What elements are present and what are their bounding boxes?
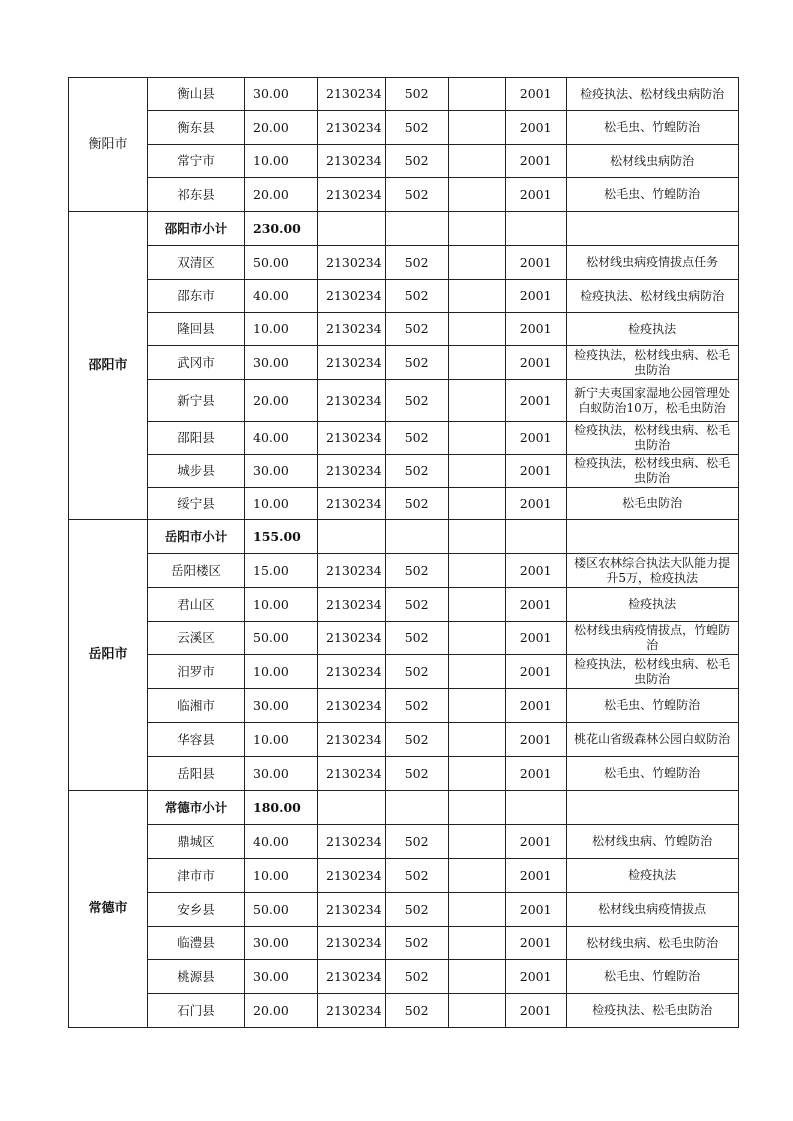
function-code-cell: 2130234 bbox=[318, 313, 386, 346]
function-code-cell: 2130234 bbox=[318, 723, 386, 757]
purpose-cell: 检疫执法 bbox=[566, 859, 738, 893]
blank-cell bbox=[448, 655, 505, 689]
table-row bbox=[69, 422, 739, 455]
amount-cell: 30.00 bbox=[245, 960, 318, 994]
amount-cell: 40.00 bbox=[245, 422, 318, 455]
empty-cell bbox=[566, 520, 738, 554]
purpose-cell: 松毛虫防治 bbox=[566, 488, 738, 520]
economic-code-cell: 502 bbox=[385, 757, 448, 791]
year-code-cell: 2001 bbox=[505, 111, 566, 145]
county-cell: 岳阳县 bbox=[148, 757, 245, 791]
economic-code-cell: 502 bbox=[385, 346, 448, 380]
county-cell: 新宁县 bbox=[148, 380, 245, 422]
amount-cell: 20.00 bbox=[245, 380, 318, 422]
blank-cell bbox=[448, 927, 505, 960]
economic-code-cell: 502 bbox=[385, 960, 448, 994]
purpose-cell: 检疫执法、松材线虫病防治 bbox=[566, 78, 738, 111]
table-row bbox=[69, 723, 739, 757]
function-code-cell: 2130234 bbox=[318, 488, 386, 520]
blank-cell bbox=[448, 380, 505, 422]
purpose-cell: 松材线虫病疫情拔点任务 bbox=[566, 246, 738, 280]
economic-code-cell: 502 bbox=[385, 588, 448, 622]
economic-code-cell: 502 bbox=[385, 554, 448, 588]
blank-cell bbox=[448, 346, 505, 380]
empty-cell bbox=[448, 520, 505, 554]
function-code-cell: 2130234 bbox=[318, 111, 386, 145]
amount-cell: 20.00 bbox=[245, 178, 318, 212]
table-row bbox=[69, 994, 739, 1028]
blank-cell bbox=[448, 554, 505, 588]
function-code-cell: 2130234 bbox=[318, 78, 386, 111]
county-cell: 津市市 bbox=[148, 859, 245, 893]
table-row bbox=[69, 280, 739, 313]
amount-cell: 20.00 bbox=[245, 994, 318, 1028]
amount-cell: 20.00 bbox=[245, 111, 318, 145]
economic-code-cell: 502 bbox=[385, 145, 448, 178]
function-code-cell: 2130234 bbox=[318, 655, 386, 689]
purpose-cell: 桃花山省级森林公园白蚁防治 bbox=[566, 723, 738, 757]
table-row bbox=[69, 111, 739, 145]
purpose-cell: 松材线虫病防治 bbox=[566, 145, 738, 178]
year-code-cell: 2001 bbox=[505, 960, 566, 994]
city-name-cell: 邵阳市 bbox=[69, 212, 148, 520]
purpose-cell: 松材线虫病疫情拔点 bbox=[566, 893, 738, 927]
table-row bbox=[69, 488, 739, 520]
purpose-cell: 新宁夫夷国家湿地公园管理处白蚁防治10万，松毛虫防治 bbox=[566, 380, 738, 422]
empty-cell bbox=[385, 520, 448, 554]
county-cell: 常宁市 bbox=[148, 145, 245, 178]
economic-code-cell: 502 bbox=[385, 689, 448, 723]
purpose-cell: 松毛虫、竹蝗防治 bbox=[566, 757, 738, 791]
blank-cell bbox=[448, 859, 505, 893]
year-code-cell: 2001 bbox=[505, 455, 566, 488]
economic-code-cell: 502 bbox=[385, 313, 448, 346]
empty-cell bbox=[566, 791, 738, 825]
year-code-cell: 2001 bbox=[505, 825, 566, 859]
amount-cell: 10.00 bbox=[245, 145, 318, 178]
county-cell: 云溪区 bbox=[148, 622, 245, 655]
economic-code-cell: 502 bbox=[385, 622, 448, 655]
year-code-cell: 2001 bbox=[505, 78, 566, 111]
economic-code-cell: 502 bbox=[385, 280, 448, 313]
subtotal-row bbox=[69, 212, 739, 246]
purpose-cell: 松材线虫病、竹蝗防治 bbox=[566, 825, 738, 859]
empty-cell bbox=[318, 212, 386, 246]
county-cell: 汨罗市 bbox=[148, 655, 245, 689]
city-name-cell: 常德市 bbox=[69, 791, 148, 1028]
purpose-cell: 松材线虫病、松毛虫防治 bbox=[566, 927, 738, 960]
table-row bbox=[69, 78, 739, 111]
function-code-cell: 2130234 bbox=[318, 422, 386, 455]
economic-code-cell: 502 bbox=[385, 178, 448, 212]
amount-cell: 30.00 bbox=[245, 455, 318, 488]
function-code-cell: 2130234 bbox=[318, 346, 386, 380]
year-code-cell: 2001 bbox=[505, 893, 566, 927]
year-code-cell: 2001 bbox=[505, 313, 566, 346]
amount-cell: 40.00 bbox=[245, 825, 318, 859]
subtotal-amount: 155.00 bbox=[245, 520, 318, 554]
purpose-cell: 楼区农林综合执法大队能力提升5万，检疫执法 bbox=[566, 554, 738, 588]
county-cell: 临湘市 bbox=[148, 689, 245, 723]
empty-cell bbox=[318, 520, 386, 554]
purpose-cell: 检疫执法，松材线虫病、松毛虫防治 bbox=[566, 655, 738, 689]
purpose-cell: 松材线虫病疫情拔点，竹蝗防治 bbox=[566, 622, 738, 655]
economic-code-cell: 502 bbox=[385, 893, 448, 927]
table-row bbox=[69, 622, 739, 655]
empty-cell bbox=[448, 791, 505, 825]
empty-cell bbox=[505, 791, 566, 825]
year-code-cell: 2001 bbox=[505, 927, 566, 960]
economic-code-cell: 502 bbox=[385, 488, 448, 520]
blank-cell bbox=[448, 960, 505, 994]
subtotal-label: 岳阳市小计 bbox=[148, 520, 245, 554]
year-code-cell: 2001 bbox=[505, 145, 566, 178]
county-cell: 衡东县 bbox=[148, 111, 245, 145]
purpose-cell: 检疫执法 bbox=[566, 313, 738, 346]
amount-cell: 50.00 bbox=[245, 246, 318, 280]
year-code-cell: 2001 bbox=[505, 689, 566, 723]
blank-cell bbox=[448, 455, 505, 488]
amount-cell: 10.00 bbox=[245, 588, 318, 622]
table-row bbox=[69, 313, 739, 346]
county-cell: 君山区 bbox=[148, 588, 245, 622]
blank-cell bbox=[448, 280, 505, 313]
purpose-cell: 检疫执法 bbox=[566, 588, 738, 622]
table-row bbox=[69, 380, 739, 422]
county-cell: 衡山县 bbox=[148, 78, 245, 111]
blank-cell bbox=[448, 994, 505, 1028]
allocation-table bbox=[68, 77, 739, 1028]
table-row bbox=[69, 455, 739, 488]
county-cell: 邵阳县 bbox=[148, 422, 245, 455]
purpose-cell: 松毛虫、竹蝗防治 bbox=[566, 689, 738, 723]
table-row bbox=[69, 689, 739, 723]
county-cell: 安乡县 bbox=[148, 893, 245, 927]
subtotal-amount: 230.00 bbox=[245, 212, 318, 246]
function-code-cell: 2130234 bbox=[318, 145, 386, 178]
purpose-cell: 检疫执法、松毛虫防治 bbox=[566, 994, 738, 1028]
county-cell: 邵东市 bbox=[148, 280, 245, 313]
economic-code-cell: 502 bbox=[385, 994, 448, 1028]
table-row bbox=[69, 178, 739, 212]
table-body bbox=[69, 78, 739, 1028]
function-code-cell: 2130234 bbox=[318, 757, 386, 791]
amount-cell: 10.00 bbox=[245, 655, 318, 689]
economic-code-cell: 502 bbox=[385, 422, 448, 455]
year-code-cell: 2001 bbox=[505, 859, 566, 893]
county-cell: 临澧县 bbox=[148, 927, 245, 960]
empty-cell bbox=[505, 212, 566, 246]
economic-code-cell: 502 bbox=[385, 78, 448, 111]
table-row bbox=[69, 757, 739, 791]
blank-cell bbox=[448, 313, 505, 346]
function-code-cell: 2130234 bbox=[318, 380, 386, 422]
year-code-cell: 2001 bbox=[505, 246, 566, 280]
economic-code-cell: 502 bbox=[385, 455, 448, 488]
year-code-cell: 2001 bbox=[505, 622, 566, 655]
blank-cell bbox=[448, 689, 505, 723]
empty-cell bbox=[448, 212, 505, 246]
subtotal-row bbox=[69, 791, 739, 825]
county-cell: 岳阳楼区 bbox=[148, 554, 245, 588]
blank-cell bbox=[448, 111, 505, 145]
table-row bbox=[69, 893, 739, 927]
economic-code-cell: 502 bbox=[385, 859, 448, 893]
function-code-cell: 2130234 bbox=[318, 588, 386, 622]
amount-cell: 15.00 bbox=[245, 554, 318, 588]
year-code-cell: 2001 bbox=[505, 280, 566, 313]
county-cell: 石门县 bbox=[148, 994, 245, 1028]
blank-cell bbox=[448, 178, 505, 212]
table-row bbox=[69, 346, 739, 380]
economic-code-cell: 502 bbox=[385, 723, 448, 757]
table-row bbox=[69, 825, 739, 859]
economic-code-cell: 502 bbox=[385, 825, 448, 859]
amount-cell: 30.00 bbox=[245, 78, 318, 111]
amount-cell: 40.00 bbox=[245, 280, 318, 313]
amount-cell: 10.00 bbox=[245, 313, 318, 346]
empty-cell bbox=[505, 520, 566, 554]
blank-cell bbox=[448, 622, 505, 655]
table-row bbox=[69, 859, 739, 893]
amount-cell: 50.00 bbox=[245, 622, 318, 655]
table-row bbox=[69, 554, 739, 588]
subtotal-label: 邵阳市小计 bbox=[148, 212, 245, 246]
blank-cell bbox=[448, 893, 505, 927]
year-code-cell: 2001 bbox=[505, 422, 566, 455]
purpose-cell: 检疫执法，松材线虫病、松毛虫防治 bbox=[566, 455, 738, 488]
function-code-cell: 2130234 bbox=[318, 994, 386, 1028]
blank-cell bbox=[448, 825, 505, 859]
table-row bbox=[69, 960, 739, 994]
economic-code-cell: 502 bbox=[385, 927, 448, 960]
function-code-cell: 2130234 bbox=[318, 825, 386, 859]
purpose-cell: 松毛虫、竹蝗防治 bbox=[566, 178, 738, 212]
county-cell: 武冈市 bbox=[148, 346, 245, 380]
amount-cell: 50.00 bbox=[245, 893, 318, 927]
county-cell: 隆回县 bbox=[148, 313, 245, 346]
purpose-cell: 松毛虫、竹蝗防治 bbox=[566, 111, 738, 145]
function-code-cell: 2130234 bbox=[318, 859, 386, 893]
county-cell: 桃源县 bbox=[148, 960, 245, 994]
function-code-cell: 2130234 bbox=[318, 622, 386, 655]
blank-cell bbox=[448, 246, 505, 280]
purpose-cell: 松毛虫、竹蝗防治 bbox=[566, 960, 738, 994]
year-code-cell: 2001 bbox=[505, 723, 566, 757]
blank-cell bbox=[448, 757, 505, 791]
subtotal-row bbox=[69, 520, 739, 554]
function-code-cell: 2130234 bbox=[318, 927, 386, 960]
city-name-cell: 衡阳市 bbox=[69, 78, 148, 212]
year-code-cell: 2001 bbox=[505, 380, 566, 422]
amount-cell: 30.00 bbox=[245, 927, 318, 960]
amount-cell: 10.00 bbox=[245, 488, 318, 520]
economic-code-cell: 502 bbox=[385, 655, 448, 689]
function-code-cell: 2130234 bbox=[318, 893, 386, 927]
function-code-cell: 2130234 bbox=[318, 960, 386, 994]
year-code-cell: 2001 bbox=[505, 554, 566, 588]
county-cell: 城步县 bbox=[148, 455, 245, 488]
amount-cell: 10.00 bbox=[245, 859, 318, 893]
purpose-cell: 检疫执法，松材线虫病、松毛虫防治 bbox=[566, 346, 738, 380]
table-row bbox=[69, 588, 739, 622]
subtotal-amount: 180.00 bbox=[245, 791, 318, 825]
table-row bbox=[69, 145, 739, 178]
table-row bbox=[69, 246, 739, 280]
amount-cell: 30.00 bbox=[245, 689, 318, 723]
blank-cell bbox=[448, 588, 505, 622]
blank-cell bbox=[448, 78, 505, 111]
blank-cell bbox=[448, 145, 505, 178]
economic-code-cell: 502 bbox=[385, 111, 448, 145]
function-code-cell: 2130234 bbox=[318, 280, 386, 313]
blank-cell bbox=[448, 422, 505, 455]
empty-cell bbox=[385, 791, 448, 825]
function-code-cell: 2130234 bbox=[318, 689, 386, 723]
purpose-cell: 检疫执法，松材线虫病、松毛虫防治 bbox=[566, 422, 738, 455]
city-name-cell: 岳阳市 bbox=[69, 520, 148, 791]
function-code-cell: 2130234 bbox=[318, 178, 386, 212]
year-code-cell: 2001 bbox=[505, 488, 566, 520]
function-code-cell: 2130234 bbox=[318, 455, 386, 488]
year-code-cell: 2001 bbox=[505, 178, 566, 212]
empty-cell bbox=[566, 212, 738, 246]
county-cell: 祁东县 bbox=[148, 178, 245, 212]
purpose-cell: 检疫执法、松材线虫病防治 bbox=[566, 280, 738, 313]
function-code-cell: 2130234 bbox=[318, 246, 386, 280]
economic-code-cell: 502 bbox=[385, 380, 448, 422]
county-cell: 鼎城区 bbox=[148, 825, 245, 859]
economic-code-cell: 502 bbox=[385, 246, 448, 280]
county-cell: 华容县 bbox=[148, 723, 245, 757]
year-code-cell: 2001 bbox=[505, 346, 566, 380]
subtotal-label: 常德市小计 bbox=[148, 791, 245, 825]
amount-cell: 10.00 bbox=[245, 723, 318, 757]
year-code-cell: 2001 bbox=[505, 994, 566, 1028]
table-row bbox=[69, 927, 739, 960]
amount-cell: 30.00 bbox=[245, 346, 318, 380]
county-cell: 双清区 bbox=[148, 246, 245, 280]
county-cell: 绥宁县 bbox=[148, 488, 245, 520]
table-row bbox=[69, 655, 739, 689]
empty-cell bbox=[385, 212, 448, 246]
amount-cell: 30.00 bbox=[245, 757, 318, 791]
blank-cell bbox=[448, 723, 505, 757]
function-code-cell: 2130234 bbox=[318, 554, 386, 588]
year-code-cell: 2001 bbox=[505, 588, 566, 622]
year-code-cell: 2001 bbox=[505, 655, 566, 689]
blank-cell bbox=[448, 488, 505, 520]
year-code-cell: 2001 bbox=[505, 757, 566, 791]
empty-cell bbox=[318, 791, 386, 825]
